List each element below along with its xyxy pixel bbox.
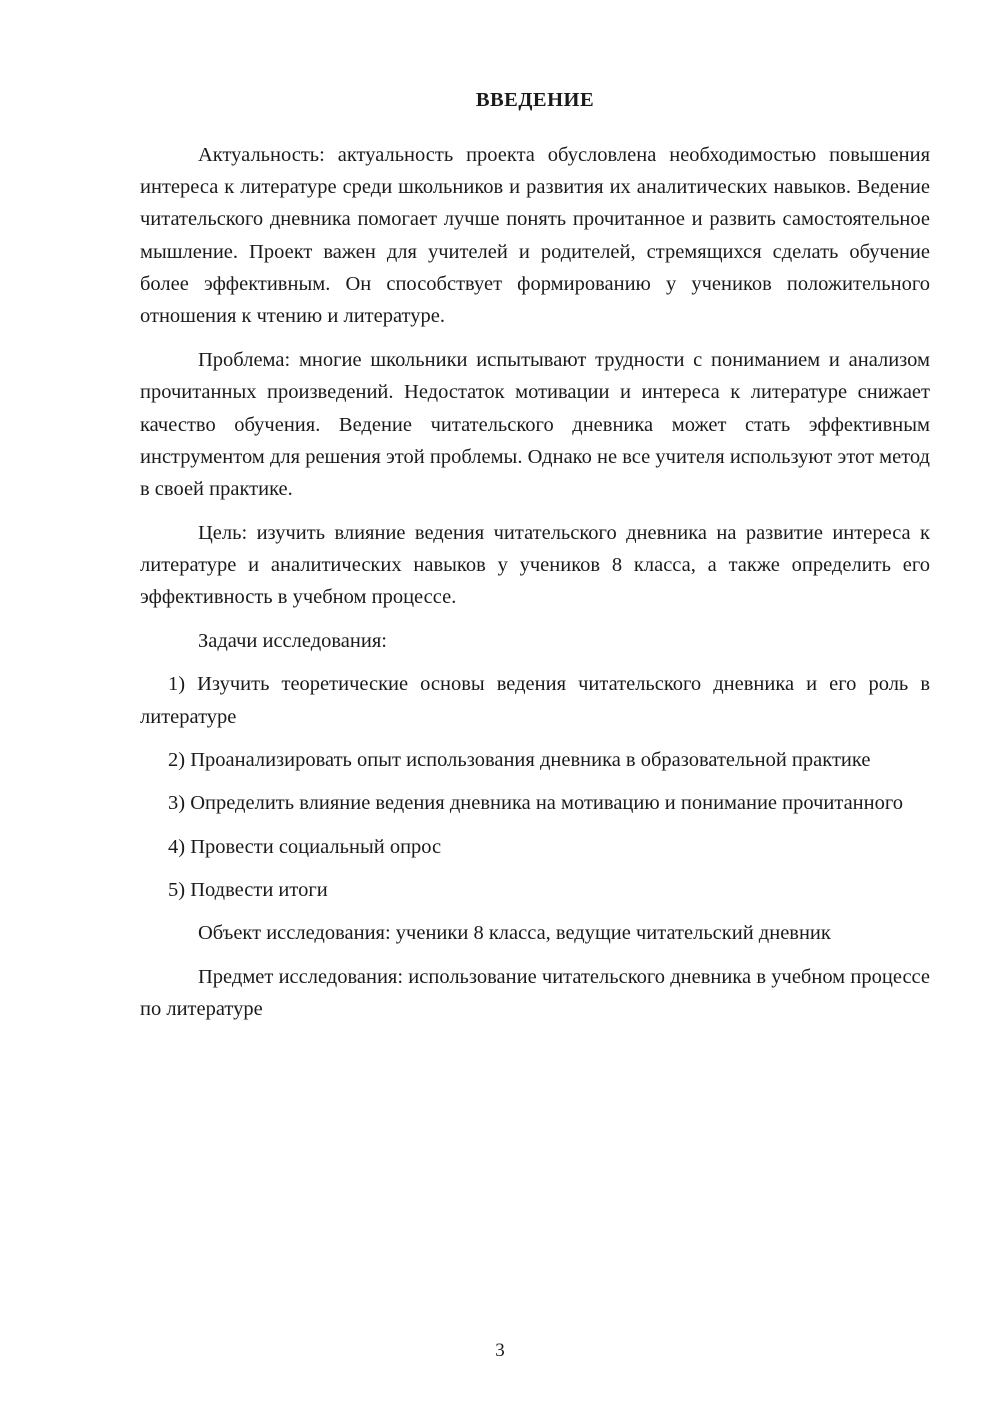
task-item-4: 4) Провести социальный опрос	[168, 835, 442, 858]
page-title: ВВЕДЕНИЕ	[475, 89, 595, 111]
page-number: 3	[495, 1340, 505, 1361]
paragraph-relevance: Актуальность: актуальность проекта обусловлена необходимостью повышения интереса к литературе среди школьников и развития их аналитических навыков. Ведение читательского дневника помогает лучше понять прочитанное и развить самостоятельное мышление. Проект важен для учителей и родителей, стремящихся сделать обучение более эффективным. Он способствует формированию у учеников положительного отношения к чтению и литературе.	[140, 143, 930, 328]
paragraph-object: Объект исследования: ученики 8 класса, ведущие читательский дневник	[198, 922, 831, 945]
task-item-1: 1) Изучить теоретические основы ведения читательского дневника и его роль в литературе	[140, 673, 930, 728]
paragraph-goal: Цель: изучить влияние ведения читательского дневника на развитие интереса к литературе и аналитических навыков у учеников 8 класса, а также определить его эффективность в учебном процессе.	[140, 521, 930, 609]
task-item-5: 5) Подвести итоги	[168, 879, 328, 902]
task-item-2: 2) Проанализировать опыт использования дневника в образовательной практике	[168, 748, 871, 771]
paragraph-problem: Проблема: многие школьники испытывают трудности с пониманием и анализом прочитанных произведений. Недостаток мотивации и интереса к литературе снижает качество обучения. Ведение читательского дневника может стать эффективным инструментом для решения этой проблемы. Однако не все учителя используют этот метод в своей практике.	[140, 348, 930, 501]
task-item-3: 3) Определить влияние ведения дневника на мотивацию и понимание прочитанного	[168, 792, 904, 815]
paragraph-subject: Предмет исследования: использование читательского дневника в учебном процессе по литературе	[140, 965, 930, 1021]
paragraph-tasks-heading: Задачи исследования:	[198, 629, 387, 652]
